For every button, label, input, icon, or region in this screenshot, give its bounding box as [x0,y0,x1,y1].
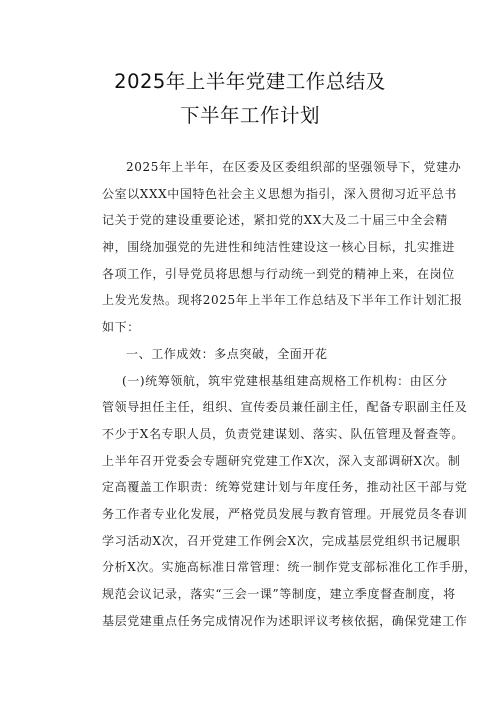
paragraph-line: 记关于党的建设重要论述，紧扣党的XX大及二十届三中全会精 [102,213,448,228]
paragraph-line: 管领导担任主任，组织、宣传委员兼任副主任，配备专职副主任及 [102,400,468,415]
section-heading: 一、工作成效：多点突破，全面开花 [126,346,328,361]
paragraph-line: 不少于X名专职人员，负责党建谋划、落实、队伍管理及督查等。 [102,426,464,441]
paragraph-line: 务工作者专业化发展，严格党员发展与教育管理。开展党员冬春训 [102,506,468,521]
document-body [102,154,477,634]
paragraph-line: 上半年召开党委会专题研究党建工作X次，深入支部调研X次。制 [102,453,461,468]
paragraph-line: 2025年上半年，在区委及区委组织部的坚强领导下，党建办 [126,160,462,174]
paragraph-line: 学习活动X次，召开党建工作例会X次，完成基层党组织书记履职 [102,533,461,548]
subsection-heading-line: (一)统筹领航，筑牢党建根基组建高规格工作机构：由区分 [122,373,448,388]
paragraph-line: 基层党建重点任务完成情况作为述职评议考核依据，确保党建工作 [102,613,468,628]
paragraph-line: 规范会议记录，落实“三会一课”等制度，建立季度督查制度，将 [102,587,456,601]
paragraph-line: 公室以XXX中国特色社会主义思想为指引，深入贯彻习近平总书 [102,186,458,201]
paragraph-line: 定高覆盖工作职责：统筹党建计划与年度任务，推动社区干部与党 [102,480,468,495]
paragraph-line: 神，围绕加强党的先进性和纯洁性建设这一核心目标，扎实推进 [102,240,455,255]
paragraph-line: 分析X次。实施高标准日常管理：统一制作党支部标准化工作手册， [102,560,477,575]
paragraph-line: 各项工作，引导党员将思想与行动统一到党的精神上来，在岗位 [102,266,455,281]
paragraph-line: 上发光发热。现将2025年上半年工作总结及下半年工作计划汇报 [102,293,463,308]
paragraph-line: 如下： [102,320,140,335]
document-title-line-1: 2025年上半年党建工作总结及 [114,70,386,93]
document-title-line-2: 下半年工作计划 [179,104,320,127]
